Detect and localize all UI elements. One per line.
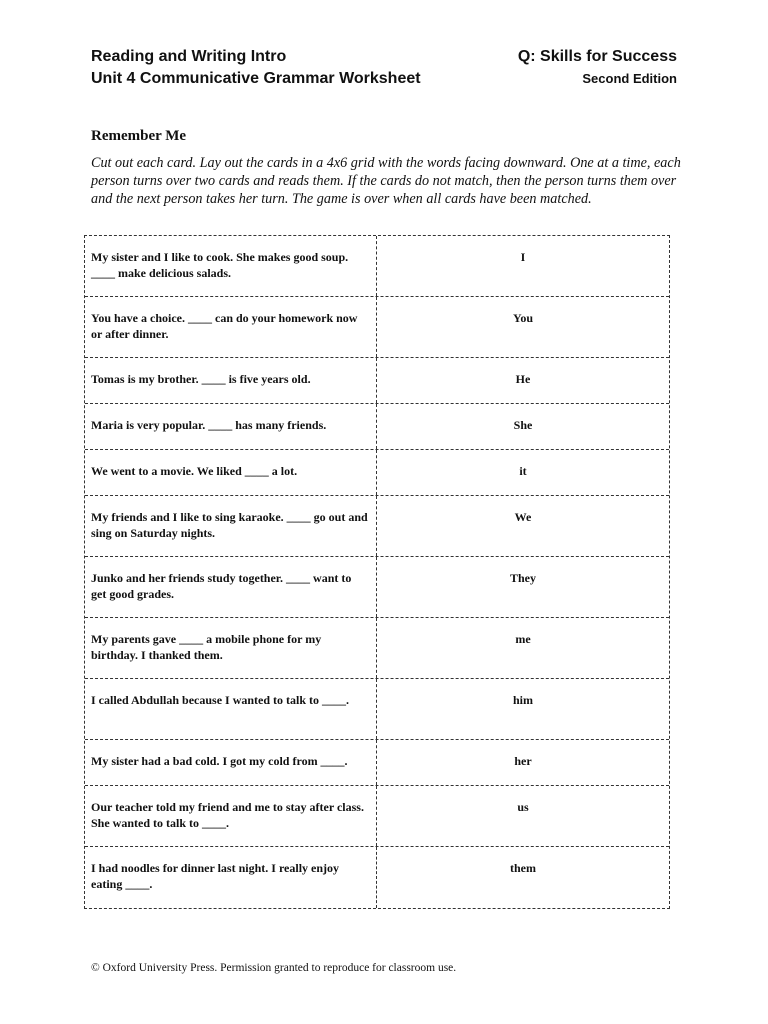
pronoun-card: us (517, 800, 529, 814)
header-row-1 (91, 46, 677, 68)
card-row (85, 358, 669, 404)
card-row (85, 450, 669, 496)
sentence-card: My friends and I like to sing karaoke. ____ go out and sing on Saturday nights. (85, 496, 377, 556)
instructions: Cut out each card. Lay out the cards in a 4x6 grid with the words facing downward. One at a time, each person turns over two cards and reads them. If the cards do not match, then the person turns them over and the next person takes her turn. The game is over when all cards have been matched. (91, 155, 681, 207)
pronoun-card: me (515, 632, 531, 646)
pronoun-card: it (519, 464, 527, 478)
card-row (85, 236, 669, 297)
card-grid (84, 235, 670, 909)
card-row (85, 786, 669, 847)
card-row (85, 297, 669, 358)
sentence-card: Junko and her friends study together. ____ want to get good grades. (85, 557, 377, 617)
pronoun-card: her (514, 754, 532, 768)
series-title: Q: Skills for Success (517, 48, 677, 65)
pronoun-card: We (514, 510, 532, 524)
card-row (85, 404, 669, 450)
sentence-card: Maria is very popular. ____ has many friends. (85, 404, 377, 449)
pronoun-card: him (512, 693, 533, 707)
card-row (85, 679, 669, 740)
pronoun-card: He (515, 372, 531, 386)
card-row (85, 740, 669, 786)
header-row-2 (91, 68, 677, 90)
sentence-card: My sister had a bad cold. I got my cold from ____. (85, 740, 377, 785)
sentence-card: We went to a movie. We liked ____ a lot. (85, 450, 377, 495)
sentence-card: Our teacher told my friend and me to stay after class. She wanted to talk to ____. (85, 786, 377, 846)
pronoun-card: them (510, 861, 536, 875)
worksheet-title: Unit 4 Communicative Grammar Worksheet (91, 70, 421, 87)
sentence-card: Tomas is my brother. ____ is five years old. (85, 358, 377, 403)
sentence-card: I had noodles for dinner last night. I really enjoy eating ____. (85, 847, 377, 908)
card-row (85, 496, 669, 557)
sentence-card: You have a choice. ____ can do your homework now or after dinner. (85, 297, 377, 357)
section-title: Remember Me (91, 128, 187, 144)
pronoun-card: You (512, 311, 533, 325)
pronoun-card: I (520, 250, 526, 264)
sentence-card: My parents gave ____ a mobile phone for my birthday. I thanked them. (85, 618, 377, 678)
page-header (91, 46, 677, 90)
card-row (85, 557, 669, 618)
edition-label: Second Edition (582, 71, 677, 86)
card-row (85, 847, 669, 908)
pronoun-card: She (513, 418, 533, 432)
course-title: Reading and Writing Intro (91, 48, 287, 65)
sentence-card: My sister and I like to cook. She makes good soup. ____ make delicious salads. (85, 236, 377, 296)
pronoun-card: They (509, 571, 536, 585)
copyright-footer: © Oxford University Press. Permission granted to reproduce for classroom use. (91, 962, 457, 974)
card-row (85, 618, 669, 679)
sentence-card: I called Abdullah because I wanted to talk to ____. (85, 679, 377, 739)
